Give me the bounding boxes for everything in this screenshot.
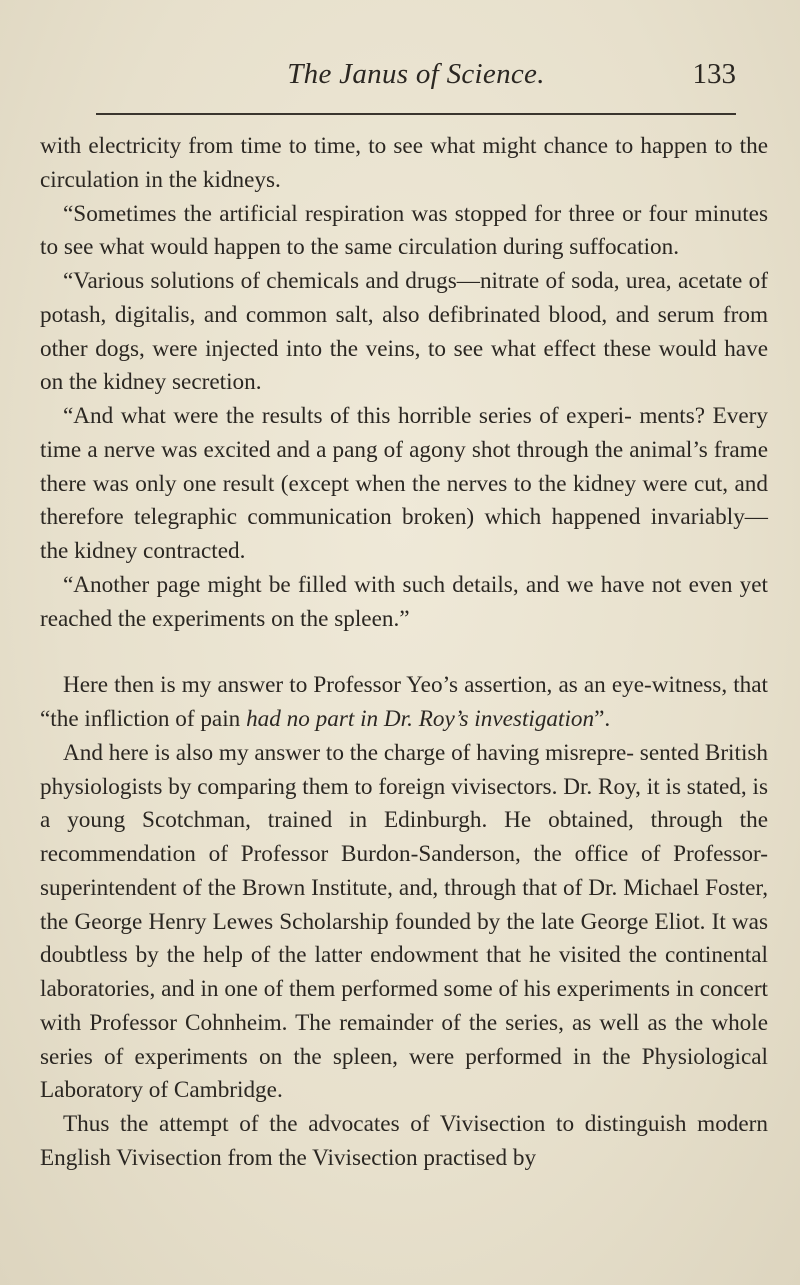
paragraph-1: with electricity from time to time, to see what might chance to happen to the circulation in the kidneys.	[40, 133, 768, 193]
paragraph-6-italic: had no part in Dr. Roy’s investigation	[246, 706, 595, 732]
paragraph-5: “Another page might be filled with such details, and we have not even yet reached the experiments on the spleen.”	[40, 571, 768, 632]
paragraph-4: “And what were the results of this horrible series of experi- ments? Every time a nerve was excited and a pang of agony shot through the animal’s frame there was only one result (except when the nerves to the kidney were cut, and therefore telegraphic communication broken) which happened invariably—the kidney contracted.	[40, 403, 768, 564]
paragraph-2: “Sometimes the artificial respiration was stopped for three or four minutes to see what would happen to the same circulation during suffocation.	[40, 200, 768, 261]
running-title: The Janus of Science.	[287, 58, 545, 90]
paragraph-3: “Various solutions of chemicals and drugs—nitrate of soda, urea, acetate of potash, digitalis, and common salt, also defibrinated blood, and serum from other dogs, were injected into the veins, to see what effect these would have on the kidney secretion.	[40, 268, 768, 396]
paragraph-6	[40, 669, 768, 737]
running-head	[96, 58, 736, 98]
header-rule	[96, 113, 736, 115]
paragraph-6-text: Here then is my answer to Professor Yeo’s assertion, as an eye-witness, that “the infliction of pain	[40, 672, 768, 732]
paragraph-6-end: ”.	[594, 706, 611, 732]
paragraph-7: And here is also my answer to the charge of having misrepre- sented British physiologists by comparing them to foreign vivisectors. Dr. Roy, it is stated, is a young Scotchman, trained in Edinburgh. He obtained, through the recommendation of Professor Burdon-Sanderson, the office of Professor-superintendent of the Brown Institute, and, through that of Dr. Michael Foster, the George Henry Lewes Scholarship founded by the late George Eliot. It was doubtless by the help of the latter endowment that he visited the continental laboratories, and in one of them performed some of his experiments in concert with Professor Cohnheim. The remainder of the series, as well as the whole series of experiments on the spleen, were performed in the Physiological Laboratory of Cambridge.	[40, 739, 768, 1104]
body-text	[40, 130, 768, 1176]
page-number: 133	[692, 58, 736, 90]
paragraph-8: Thus the attempt of the advocates of Vivisection to distinguish modern English Vivisection from the Vivisection practised by	[40, 1111, 768, 1171]
